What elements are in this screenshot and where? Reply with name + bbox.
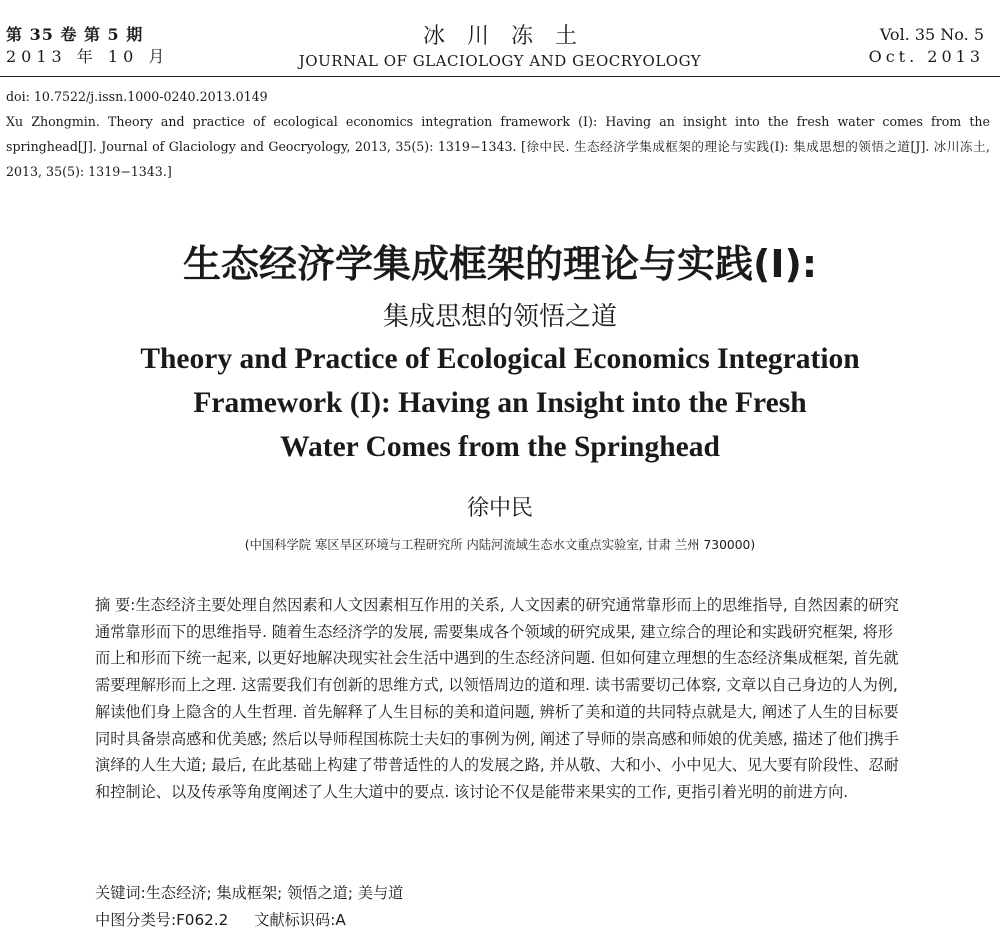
- keywords: [95, 880, 403, 906]
- title-cn: 生态经济学集成框架的理论与实践(I):: [182, 242, 818, 286]
- keywords-text: 生态经济; 集成框架; 领悟之道; 美与道: [145, 884, 404, 902]
- date-en: Oct. 2013: [868, 47, 984, 66]
- journal-title-cn: 冰川冻土: [422, 24, 599, 49]
- title-en-line-2: Framework (I): Having an Insight into the Fresh: [193, 387, 807, 419]
- header-right: [869, 24, 984, 68]
- doc-code-label: 文献标识码:: [254, 911, 336, 929]
- journal-title-en: JOURNAL OF GLACIOLOGY AND GEOCRYOLOGY: [298, 52, 702, 70]
- title-en: [0, 337, 1000, 469]
- citation-text: Xu Zhongmin. Theory and practice of ecological economics integration framework (I): Having an insight into the fresh water comes from the springhead[J]. Journal of Glaciology and Geocryology, 2013, 35(5): 1319−1343. [徐中民. 生态经济学集成框架的理论与实践(I): 集成思想的领悟之道[J]. 冰川冻土, 2013, 35(5): 1319−1343.]: [6, 114, 990, 179]
- classification: [95, 907, 346, 933]
- subtitle-cn: 集成思想的领悟之道: [382, 302, 617, 332]
- header-divider: [0, 76, 1000, 77]
- keywords-label: 关键词:: [95, 884, 146, 902]
- title-en-line-1: Theory and Practice of Ecological Economics Integration: [140, 343, 860, 375]
- volume-issue-cn: 第 35 卷 第 5 期: [6, 25, 144, 44]
- volume-issue-en: Vol. 35 No. 5: [879, 25, 984, 44]
- abstract-label: 摘 要:: [95, 596, 136, 614]
- title-en-line-3: Water Comes from the Springhead: [280, 431, 720, 463]
- doc-code-value: A: [335, 911, 346, 929]
- author: 徐中民: [466, 496, 533, 521]
- header-center: [0, 24, 1000, 70]
- clc-value: F062.2: [176, 911, 229, 929]
- citation-block: [6, 84, 990, 184]
- date-cn: 2013 年 10 月: [6, 47, 170, 66]
- doi: doi: 10.7522/j.issn.1000-0240.2013.0149: [6, 89, 268, 104]
- abstract: [95, 592, 903, 806]
- abstract-text: 生态经济主要处理自然因素和人文因素相互作用的关系, 人文因素的研究通常靠形而上的思维指导, 自然因素的研究通常靠形而下的思维指导. 随着生态经济学的发展, 需要集成各个领域的研究成果, 建立综合的理论和实践研究框架, 将形而上和形而下统一起来, 以更好地解决现实社会生活中遇到的生态经济问题. 但如何建立理想的生态经济集成框架, 首先就需要理解形而上之理. 这需要我们有创新的思维方式, 以领悟周边的道和理. 读书需要切己体察, 文章以自己身边的人为例, 解读他们身上隐含的人生哲理. 首先解释了人生目标的美和道问题, 辨析了美和道的共同特点就是大, 阐述了人生的目标要同时具备崇高感和优美感; 然后以导师程国栋院士夫妇的事例为例, 阐述了导师的崇高感和师娘的优美感, 描述了他们携手演绎的人生大道; 最后, 在此基础上构建了带普适性的人的发展之路, 并从敬、大和小、小中见大、见大要有阶段性、忍耐和控制论、以及传承等角度阐述了人生大道中的要点. 该讨论不仅是能带来果实的工作, 更指引着光明的前进方向.: [95, 596, 899, 801]
- affiliation: (中国科学院 寒区旱区环境与工程研究所 内陆河流域生态水文重点实验室, 甘肃 兰州 730000): [244, 538, 756, 552]
- clc-label: 中图分类号:: [95, 911, 177, 929]
